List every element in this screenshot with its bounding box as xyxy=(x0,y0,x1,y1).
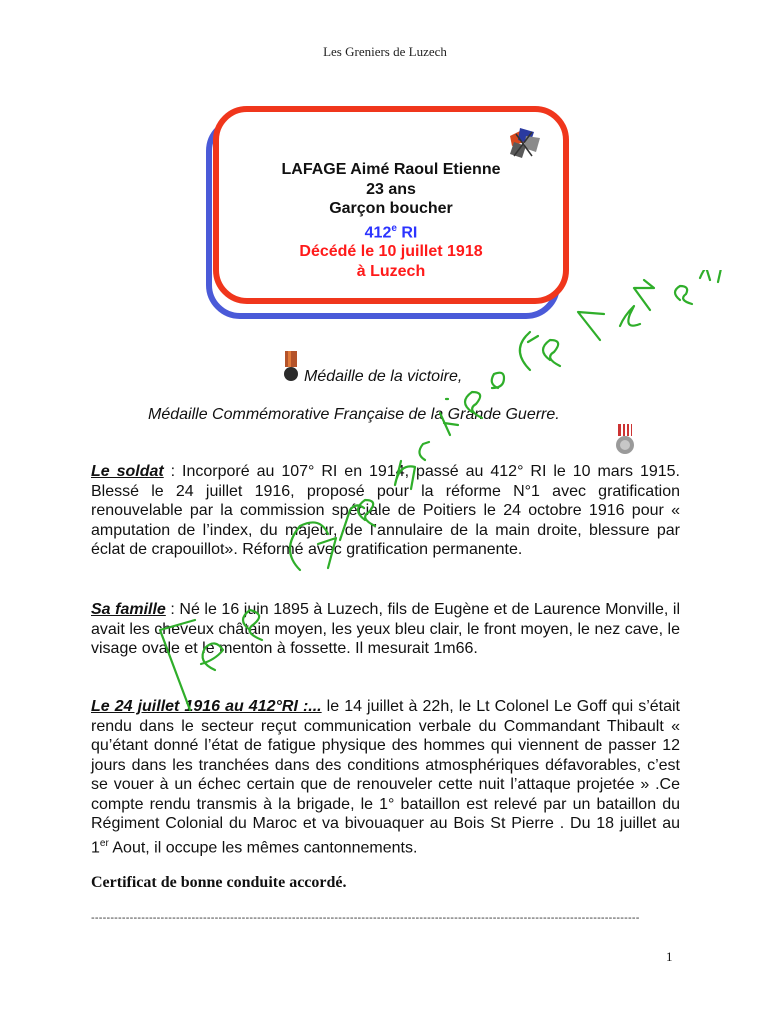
page-header: Les Greniers de Luzech xyxy=(323,44,447,59)
paragraph-juillet: Le 24 juillet 1916 au 412°RI :... le 14 juillet à 22h, le Lt Colonel Le Goff qui s’était rendu dans le secteur reçut communication verbale du Commandant Thibault « qu’étant donné l’état de fatigue physique des hommes qui viennent de passer 12 jours dans les tranchées dans des conditions atmosphériques défavorables, c’est se vouer à un échec certain que de renouveler cette nuit l’attaque projetée » .Ce compte rendu transmis à la brigade, le 1° bataillon est relevé par un bataillon du Régiment Colonial du Maroc et va bivouaquer au Bois St Pierre . Du 18 juillet au 1er Aout, il occupe les mêmes cantonnements. xyxy=(91,698,680,856)
paragraph-famille: Sa famille : Né le 16 juin 1895 à Luzech, fils de Eugène et de Laurence Monville, il avait les cheveux châtain moyen, les yeux bleu clair, le front moyen, le nez cave, le visage ovale et le menton à fossette. Il mesurait 1m66. xyxy=(91,601,681,657)
soldier-regiment: 412e RI xyxy=(364,222,418,241)
commemorative-medal-icon xyxy=(614,424,636,456)
soldier-profession: Garçon boucher xyxy=(329,200,453,217)
card-text xyxy=(219,160,563,281)
separator-line: ---------------------------------------------------------------------------------------------------------------------------------------------- xyxy=(91,912,640,924)
paragraph-soldat: Le soldat : Incorporé au 107° RI en 1914, passé au 412° RI le 10 mars 1915. Blessé le 24 juillet 1916, proposé pour la réforme N°1 avec gratification renouvelable par la commission spéciale de Poitiers le 24 octobre 1916 pour « amputation de l’index, du majeur, de l’annulaire de la main droite, blessure par éclat de crapouillot». Réformé avec gratification permanente. xyxy=(91,463,681,558)
soldier-death: Décédé le 10 juillet 1918 xyxy=(299,243,483,261)
paragraph-juillet-label: Le 24 juillet 1916 au 412°RI :... xyxy=(91,698,322,715)
certificat-text: Certificat de bonne conduite accordé. xyxy=(91,874,347,891)
medal-ribbon-icon xyxy=(283,351,299,383)
flags-icon xyxy=(506,126,542,160)
soldier-name: LAFAGE Aimé Raoul Etienne xyxy=(281,161,501,178)
medal-victoire-text: Médaille de la victoire, xyxy=(304,368,463,385)
medal-commemorative-text: Médaille Commémorative Française de la Grande Guerre. xyxy=(148,406,560,423)
soldier-death-place: à Luzech xyxy=(356,262,426,280)
paragraph-famille-label: Sa famille xyxy=(91,601,166,618)
page-number: 1 xyxy=(666,949,673,964)
soldier-age: 23 ans xyxy=(366,180,416,198)
paragraph-soldat-label: Le soldat xyxy=(91,463,164,480)
